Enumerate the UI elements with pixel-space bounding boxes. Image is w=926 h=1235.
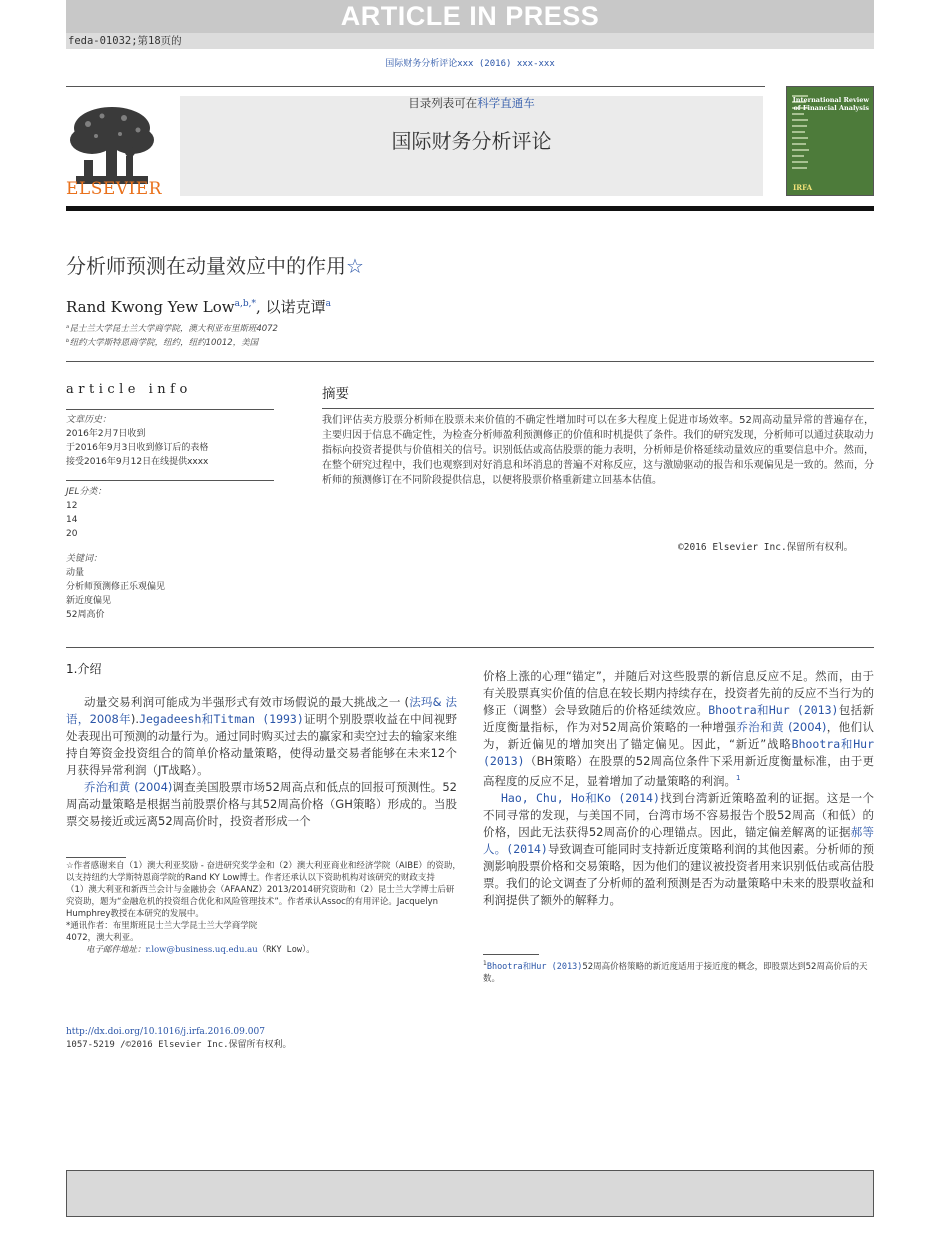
issn-copyright: 1057-5219 /©2016 Elsevier Inc.保留所有权利。 [66, 1040, 292, 1050]
body-text-run: 包括新近度衡量指标，作为对52周高价策略的一种增强 [483, 703, 875, 734]
history-label: 文章历史： [66, 415, 112, 425]
keyword: 52周高价 [66, 610, 105, 620]
footer-banner [66, 1170, 874, 1217]
body-text-run: 导致调查可能同时支持新近度策略利润的其他因素。分析师的预测影响股票价格和交易策略，因为他们的建议被投资者用来识别低估或高估股票。我们的论文调查了分析师的盈利预测是否为动量策略中未来的股票收益和利润提供了额外的解释力。 [483, 842, 874, 907]
keyword: 分析师预测修正乐观偏见 [66, 582, 166, 592]
footnote-rule-left [66, 857, 126, 858]
author-2-name[interactable]: 以诺克谭 [265, 298, 326, 316]
author-separator: , [256, 298, 261, 316]
author-1-name[interactable]: Rand Kwong Yew Low [66, 298, 235, 316]
ref-link-hao[interactable]: 郝等人。 [483, 825, 874, 856]
keywords-label: 关键词： [66, 554, 103, 564]
email-label: 电子邮件地址： [86, 945, 146, 955]
jel-rule [66, 480, 274, 481]
ref-link-hao-year[interactable]: (2014) [506, 842, 548, 856]
ref-link-george-hwang[interactable]: 乔治和黄 (2004) [84, 780, 173, 794]
history-revised: 于2016年9月3日收到修订后的表格 [66, 443, 209, 453]
footnote-1-marker[interactable]: 1 [736, 774, 741, 782]
sciencedirect-link[interactable]: 科学直通车 [477, 96, 535, 110]
ref-link-jegadeesh-titman[interactable]: Jegadeesh和Titman (1993) [139, 712, 304, 726]
abstract-text: 我们评估卖方股票分析师在股票未来价值的不确定性增加时可以在多大程度上促进市场效率。52周高动量异常的普遍存在，主要归因于信息不确定性，为检查分析师盈利预测修正的价值和时机提供了条件。我们的研究发现，分析师可以通过获取动力指标向投资者提供与价值相关的信号。识别低估或高估股票的能力表明，分析师是价格延续动量效应的重要信息中介。然而，在整个研究过程中，我们也观察到对好消息和坏消息的普遍不对称反应，这与激励驱动的报告和乐观偏见是一致的。然而，分析师的预测修订在不同阶段提供信息，以便将股票价格重新建立回基本估值。 [322, 415, 874, 486]
jel-code: 14 [66, 515, 78, 525]
history-accepted: 接受2016年9月12日在线提供xxxx [66, 457, 209, 467]
ref-link-george-hwang[interactable]: 乔治和黄 (2004) [736, 720, 827, 734]
article-title [66, 253, 364, 279]
jel-code: 12 [66, 501, 78, 511]
author-list [66, 294, 331, 317]
keyword: 新近度偏见 [66, 596, 112, 606]
abstract-copyright: ©2016 Elsevier Inc.保留所有权利。 [678, 542, 854, 553]
article-info-rule [66, 409, 274, 410]
elsevier-wordmark: ELSEVIER [66, 179, 162, 199]
body-text-run: 调查美国股票市场52周高点和低点的回报可预测性。52周高动量策略是根据当前股票价格与其52周高价格（GH策略）形成的。当股票交易接近或远离52周高价时，投资者形成一个 [66, 780, 457, 828]
title-footnote-star-icon[interactable]: ☆ [346, 254, 364, 278]
author-2-affil-mark[interactable]: a [325, 299, 331, 309]
affiliation-a: ᵃ昆士兰大学昆士兰大学商学院，澳大利亚布里斯班4072 [66, 324, 278, 334]
article-reference: feda-01032;第18页的 [68, 35, 182, 47]
body-text-run: （BH策略）在股票的52周高位条件下采用新近度衡量标准，由于更高程度的反应不足，显着增加了动量策略的利润。 [483, 754, 874, 788]
cover-journal-title: International Review of Financial Analysis [792, 96, 869, 112]
ref-link-hao-et-al[interactable]: Hao, Chu, Ho和Ko (2014) [501, 791, 660, 805]
body-rule [66, 647, 874, 648]
author-1-affil-marks[interactable]: a,b, [234, 299, 252, 309]
intro-paragraph-1 [66, 694, 457, 779]
footnote-email-line [66, 944, 461, 956]
body-text-run: 证明个别股票收益在中间视野处表现出可预测的动量行为。通过同时购买过去的赢家和卖空过去的输家来维持自筹资金投资组合的简单价格动量策略，使得动量交易者能够在未来12个月获得异常利润（JT战略）。 [66, 712, 457, 777]
ref-link-fama-french[interactable]: 法玛& 法语，2008年 [66, 695, 458, 726]
body-text-run: ，他们认为，新近偏见的增加突出了锚定偏见。因此，“新近”战略 [483, 720, 875, 751]
body-text-run: 找到台湾新近策略盈利的证据。这是一个不同寻常的发现，与美国不同，台湾市场不容易报告个股52周高（和低）的价格，因此无法获得52周高价的心理锚点。因此，锚定偏差解离的证据 [483, 791, 874, 839]
footnotes-left [66, 860, 461, 956]
footnote-funding-cont: （1）澳大利亚和新西兰会计与金融协会（AFAANZ）2013/2014研究资助和（2）昆士兰大学博士后研究资助，题为“金融危机的投资组合优化和风险管理技术”。作者承认Assoc的有用评论。Jacquelyn Humphrey教授在本研究的发展中。 [66, 885, 455, 919]
abstract-heading: 摘要 [322, 386, 349, 402]
author-email-link[interactable]: r.low@business.uq.edu.au [145, 945, 258, 955]
jel-label: JEL分类： [66, 487, 107, 497]
article-info-heading: article info [66, 382, 192, 397]
journal-title[interactable]: 国际财务分析评论 [391, 129, 552, 153]
contents-availability [180, 96, 763, 110]
footnote-1-text: 52周高价格策略的新近度适用于接近度的概念，即股票达到52周高价后的天数。 [483, 961, 868, 984]
journal-cover-image[interactable] [786, 86, 874, 196]
body-text-run: ). [130, 712, 140, 726]
header-thick-rule [66, 206, 874, 211]
abstract-rule [322, 408, 874, 409]
doi-link[interactable]: http://dx.doi.org/10.1016/j.irfa.2016.09.007 [66, 1027, 265, 1037]
corresponding-author-star-icon[interactable]: * [251, 299, 256, 309]
keyword: 动量 [66, 568, 85, 578]
article-in-press-label: ARTICLE IN PRESS [340, 1, 600, 31]
jel-code: 20 [66, 529, 78, 539]
footnote-rule-right [483, 954, 539, 955]
footnote-1 [483, 958, 874, 985]
article-title-text: 分析师预测在动量效应中的作用 [66, 254, 346, 278]
reference-bar [66, 33, 874, 49]
section-rule [66, 361, 874, 362]
intro-paragraph-3 [483, 668, 874, 790]
history-received: 2016年2月7日收到 [66, 429, 146, 439]
footnote-corresponding: *通讯作者：布里斯班昆士兰大学昆士兰大学商学院 [66, 921, 258, 931]
section-heading: 1.介绍 [66, 662, 102, 676]
journal-citation[interactable]: 国际财务分析评论xxx (2016) xxx-xxx [385, 59, 555, 69]
footnote-1-mark: 1 [483, 960, 487, 967]
cover-abbreviation: IRFA [793, 183, 813, 192]
intro-paragraph-2 [66, 779, 457, 830]
contents-prefix: 目录列表可在 [408, 96, 478, 110]
body-text-run: 价格上涨的心理“锚定”，并随后对这些股票的新信息反应不足。然而，由于有关股票真实价值的信息在较长期内持续存在，投资者先前的反应不当行为的修正（调整）会导致随后的价格延续效应。 [483, 669, 874, 717]
body-text-run: 动量交易利润可能成为半强形式有效市场假说的最大挑战之一 ( [84, 695, 409, 709]
ref-link-bhootra-hur[interactable]: Bhootra和Hur (2013) [708, 703, 839, 717]
email-note: （RKY Low）。 [257, 945, 315, 955]
footnote-address: 4072，澳大利亚。 [66, 933, 139, 943]
header-rule [66, 86, 765, 87]
affiliation-b: ᵇ纽约大学斯特恩商学院，纽约，纽约10012，美国 [66, 338, 259, 348]
ref-link-bhootra-hur[interactable]: Bhootra和Hur (2013) [483, 737, 874, 768]
intro-paragraph-4 [483, 790, 874, 909]
ref-link-bhootra-hur[interactable]: Bhootra和Hur (2013) [486, 961, 583, 972]
footnote-funding: ☆作者感谢来自（1）澳大利亚奖励 - 奋进研究奖学金和（2）澳大利亚商业和经济学院（AIBE）的资助，以支持纽约大学斯特恩商学院的Rand KY Low博士。作者还承认以下资助机构对该研究的财政支持 [66, 861, 461, 883]
